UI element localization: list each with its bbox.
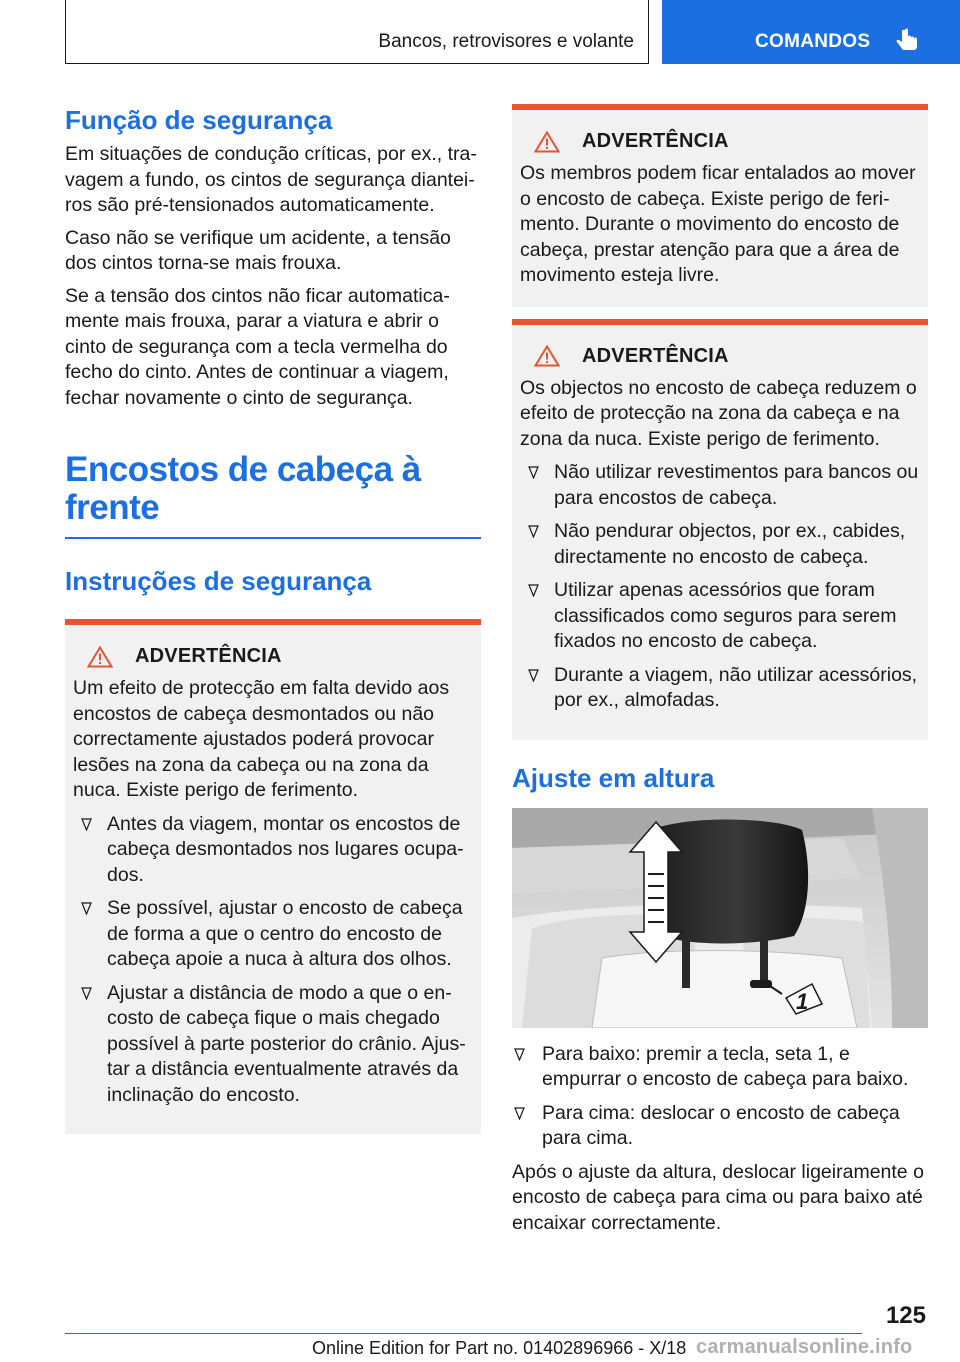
instruction-list <box>512 1042 928 1152</box>
list-item: Para baixo: premir a tecla, seta 1, e empurrar o encosto de cabeça para baixo. <box>512 1042 928 1093</box>
triangle-bullet-icon <box>81 818 92 831</box>
section-title-safety-function: Função de segurança <box>65 105 333 135</box>
list-item: Durante a viagem, não utilizar acessórios, por ex., almofadas. <box>520 663 920 714</box>
triangle-bullet-icon <box>528 584 539 597</box>
header-section-title: Bancos, retrovisores e volante <box>378 31 634 52</box>
list-item: Não pendurar objectos, por ex., cabides, directamente no encosto de cabeça. <box>520 519 920 570</box>
headrest-adjustment-illustration <box>512 808 928 1028</box>
triangle-bullet-icon <box>81 902 92 915</box>
list-item: Utilizar apenas acessórios que foram classificados como seguros para serem fixados no encosto de cabeça. <box>520 578 920 655</box>
warning-list <box>73 812 473 1109</box>
warning-text: Os membros podem ficar entalados ao mover o encosto de cabeça. Existe perigo de ferimento. Durante o movimento do encosto de cabeça, prestar atenção para que a área de movimento esteja livre. <box>520 162 916 286</box>
triangle-bullet-icon <box>528 669 539 682</box>
warning-triangle-icon <box>534 131 560 153</box>
warning-list <box>520 460 920 714</box>
paragraph: Caso não se verifique um acidente, a tensão dos cintos torna-se mais frouxa. <box>65 226 451 274</box>
warning-triangle-icon <box>87 646 113 668</box>
list-item: Para cima: deslocar o encosto de cabeça para cima. <box>512 1101 928 1152</box>
warning-triangle-icon <box>534 345 560 367</box>
section-title-height-adjust: Ajuste em altura <box>512 762 715 793</box>
callout-number: 1 <box>796 988 809 1014</box>
warning-title: ADVERTÊNCIA <box>135 645 282 667</box>
warning-box <box>65 619 481 1134</box>
left-column <box>65 104 481 1134</box>
header-chapter-tab[interactable] <box>662 0 960 64</box>
warning-title: ADVERTÊNCIA <box>582 344 729 367</box>
hand-pointer-icon <box>894 26 924 56</box>
triangle-bullet-icon <box>528 525 539 538</box>
triangle-bullet-icon <box>528 466 539 479</box>
paragraph: Após o ajuste da altura, deslocar ligeiramente o encosto de cabeça para cima ou para baixo até encaixar correctamente. <box>512 1160 924 1234</box>
list-item: Se possível, ajustar o encosto de cabeça de forma a que o centro do encosto de cabeça apoie a nuca à altura dos olhos. <box>73 896 473 973</box>
triangle-bullet-icon <box>81 987 92 1000</box>
section-title-safety-instructions: Instruções de segurança <box>65 566 372 596</box>
chapter-title: Encostos de cabeça à frente <box>65 450 421 527</box>
warning-box <box>512 104 928 307</box>
list-item: Ajustar a distância de modo a que o encosto de cabeça fique o mais chegado possível à parte posterior do crânio. Ajustar a distância eventualmente através da inclinação do encosto. <box>73 981 473 1109</box>
page-number: 125 <box>885 1302 926 1329</box>
edition-note: Online Edition for Part no. 01402896966 - X/18 <box>312 1338 687 1358</box>
warning-text: Os objectos no encosto de cabeça reduzem o efeito de protecção na zona da cabeça e na zona da nuca. Existe perigo de ferimento. <box>520 376 917 450</box>
footer-rule <box>65 1333 862 1334</box>
triangle-bullet-icon <box>514 1107 525 1120</box>
header-section-box <box>65 0 649 64</box>
right-column <box>512 104 928 1236</box>
warning-title: ADVERTÊNCIA <box>582 130 729 152</box>
header-chapter-label: COMANDOS <box>755 31 871 52</box>
warning-text: Um efeito de protecção em falta devido aos encostos de cabeça desmontados ou não correctamente ajustados poderá provocar lesões na zona da cabeça ou na zona da nuca. Existe perigo de ferimento. <box>73 677 450 801</box>
title-rule <box>65 537 481 539</box>
watermark: carmanualsonline.info <box>696 1336 913 1358</box>
paragraph: Em situações de condução críticas, por ex., travagem a fundo, os cintos de segurança dianteiros são pré-tensionados automaticamente. <box>65 143 477 216</box>
list-item: Antes da viagem, montar os encostos de cabeça desmontados nos lugares ocupados. <box>73 812 473 889</box>
list-item: Não utilizar revestimentos para bancos ou para encostos de cabeça. <box>520 460 920 511</box>
warning-box <box>512 319 928 740</box>
triangle-bullet-icon <box>514 1048 525 1061</box>
paragraph: Se a tensão dos cintos não ficar automaticamente mais frouxa, parar a viatura e abrir o cinto de segurança com a tecla vermelha do fecho do cinto. Antes de continuar a viagem, fechar novamente o cinto de segurança. <box>65 284 450 409</box>
